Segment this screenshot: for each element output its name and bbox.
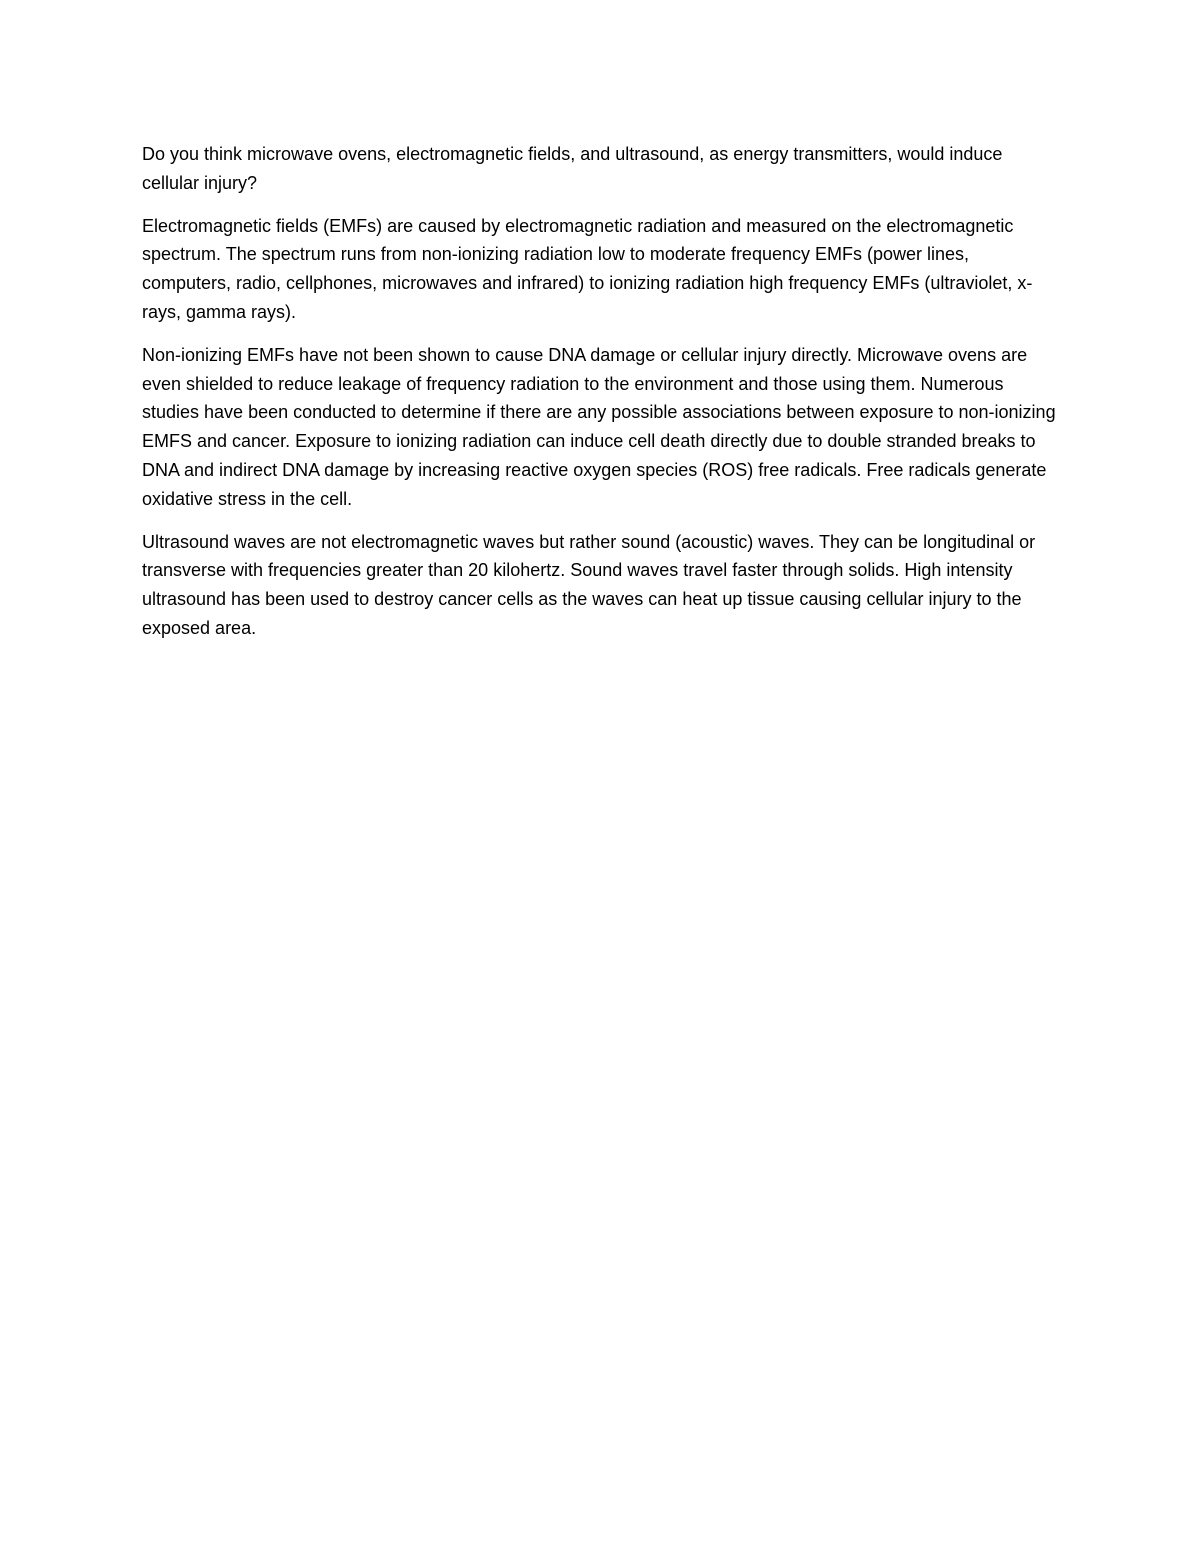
document-body [142, 140, 1062, 657]
ultrasound-paragraph: Ultrasound waves are not electromagnetic waves but rather sound (acoustic) waves. They can be longitudinal or transverse with frequencies greater than 20 kilohertz. Sound waves travel faster through solids. High intensity ultrasound has been used to destroy cancer cells as the waves can heat up tissue causing cellular injury to the exposed area. [142, 531, 1036, 638]
non-ionizing-paragraph: Non-ionizing EMFs have not been shown to cause DNA damage or cellular injury directly. Microwave ovens are even shielded to reduce leakage of frequency radiation to the environment and those using them. Numerous studies have been conducted to determine if there are any possible associations between exposure to non-ionizing EMFS and cancer. Exposure to ionizing radiation can induce cell death directly due to double stranded breaks to DNA and indirect DNA damage by increasing reactive oxygen species (ROS) free radicals. Free radicals generate oxidative stress in the cell. [142, 344, 1056, 509]
emf-paragraph: Electromagnetic fields (EMFs) are caused by electromagnetic radiation and measured on the electromagnetic spectrum. The spectrum runs from non-ionizing radiation low to moderate frequency EMFs (power lines, computers, radio, cellphones, microwaves and infrared) to ionizing radiation high frequency EMFs (ultraviolet, x-rays, gamma rays). [142, 215, 1033, 322]
question-paragraph: Do you think microwave ovens, electromagnetic fields, and ultrasound, as energy transmitters, would induce cellular injury? [142, 144, 1003, 193]
